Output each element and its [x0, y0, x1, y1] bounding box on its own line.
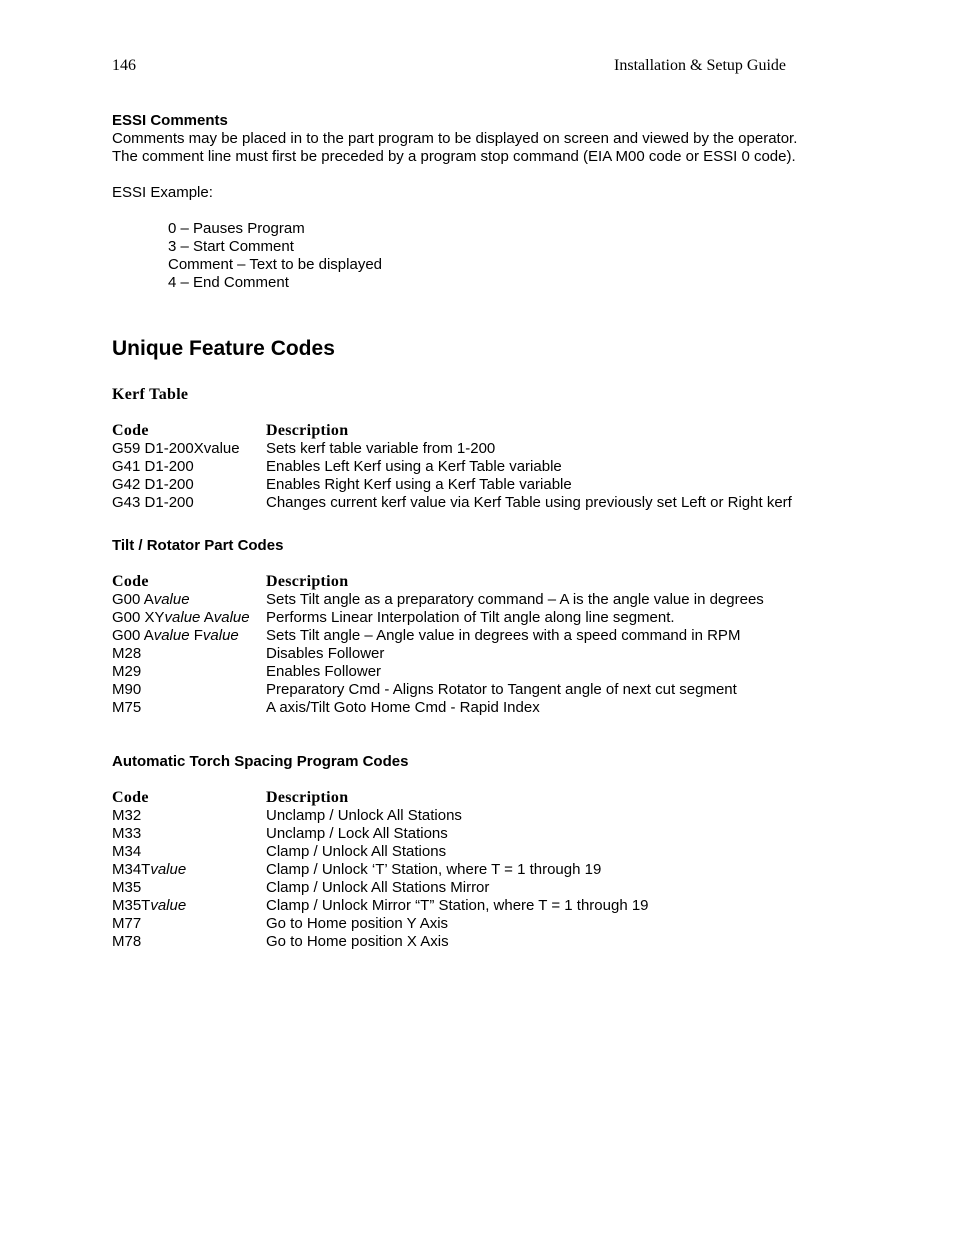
description-cell: Sets kerf table variable from 1-200: [266, 440, 496, 457]
kerf-table: [112, 422, 796, 512]
running-title: Installation & Setup Guide: [614, 57, 786, 74]
description-column-header: Description: [266, 573, 349, 590]
essi-example-label: ESSI Example:: [112, 184, 213, 201]
description-cell: Clamp / Unlock All Stations Mirror: [266, 879, 490, 896]
description-cell: Enables Left Kerf using a Kerf Table variable: [266, 458, 562, 475]
code-column-header: Code: [112, 422, 149, 439]
description-cell: Clamp / Unlock All Stations: [266, 843, 447, 860]
table-row: [112, 915, 796, 933]
description-cell: Sets Tilt angle – Angle value in degrees with a speed command in RPM: [266, 627, 741, 644]
essi-example-line: 0 – Pauses Program: [168, 220, 305, 237]
essi-example-line: 3 – Start Comment: [168, 238, 294, 255]
description-cell: Sets Tilt angle as a preparatory command – A is the angle value in degrees: [266, 591, 764, 608]
page-content: [112, 112, 802, 951]
table-header-row: [112, 789, 796, 807]
description-cell: Clamp / Unlock Mirror “T” Station, where T = 1 through 19: [266, 897, 649, 914]
code-cell: G59 D1-200Xvalue: [112, 440, 240, 457]
code-cell: M77: [112, 915, 142, 932]
code-column-header: Code: [112, 573, 149, 590]
code-cell: M34Tvalue: [112, 861, 187, 878]
table-row: [112, 843, 796, 861]
tilt-rotator-table: [112, 573, 796, 717]
description-cell: Unclamp / Lock All Stations: [266, 825, 448, 842]
table-row: [112, 825, 796, 843]
code-cell: G00 Avalue: [112, 591, 190, 608]
code-cell: G42 D1-200: [112, 476, 194, 493]
table-row: [112, 699, 796, 717]
code-column-header: Code: [112, 789, 149, 806]
code-cell: M33: [112, 825, 142, 842]
description-cell: Preparatory Cmd - Aligns Rotator to Tangent angle of next cut segment: [266, 681, 737, 698]
table-row: [112, 897, 796, 915]
table-row: [112, 807, 796, 825]
table-row: [112, 494, 796, 512]
tilt-rotator-heading: Tilt / Rotator Part Codes: [112, 537, 284, 554]
table-row: [112, 440, 796, 458]
code-cell: M78: [112, 933, 142, 950]
table-row: [112, 609, 796, 627]
torch-spacing-heading: Automatic Torch Spacing Program Codes: [112, 753, 409, 770]
description-cell: Go to Home position X Axis: [266, 933, 449, 950]
essi-comments-paragraph: Comments may be placed in to the part program to be displayed on screen and viewed by the operator. The comment line must first be preceded by a program stop command (EIA M00 code or ESSI 0 code).: [112, 130, 798, 165]
essi-example-line: 4 – End Comment: [168, 274, 289, 291]
code-cell: G00 Avalue Fvalue: [112, 627, 239, 644]
description-column-header: Description: [266, 789, 349, 806]
table-row: [112, 933, 796, 951]
code-cell: M28: [112, 645, 142, 662]
table-row: [112, 591, 796, 609]
code-cell: M34: [112, 843, 142, 860]
code-cell: G00 XYvalue Avalue: [112, 609, 250, 626]
torch-spacing-table: [112, 789, 796, 951]
table-row: [112, 663, 796, 681]
code-cell: M35: [112, 879, 142, 896]
description-cell: Go to Home position Y Axis: [266, 915, 449, 932]
table-row: [112, 458, 796, 476]
page-number: 146: [112, 57, 136, 74]
description-cell: Disables Follower: [266, 645, 385, 662]
table-header-row: [112, 573, 796, 591]
table-row: [112, 645, 796, 663]
description-cell: Unclamp / Unlock All Stations: [266, 807, 462, 824]
essi-comments-heading: ESSI Comments: [112, 112, 228, 129]
code-cell: M32: [112, 807, 142, 824]
code-cell: M90: [112, 681, 142, 698]
essi-example-line: Comment – Text to be displayed: [168, 256, 383, 273]
table-row: [112, 476, 796, 494]
description-cell: Enables Follower: [266, 663, 382, 680]
description-cell: A axis/Tilt Goto Home Cmd - Rapid Index: [266, 699, 540, 716]
code-cell: G43 D1-200: [112, 494, 194, 511]
description-cell: Performs Linear Interpolation of Tilt angle along line segment.: [266, 609, 675, 626]
kerf-table-heading: Kerf Table: [112, 386, 189, 403]
unique-feature-codes-title: Unique Feature Codes: [112, 337, 335, 360]
code-cell: M29: [112, 663, 142, 680]
code-cell: M75: [112, 699, 142, 716]
table-row: [112, 861, 796, 879]
description-cell: Enables Right Kerf using a Kerf Table variable: [266, 476, 572, 493]
table-header-row: [112, 422, 796, 440]
description-cell: Changes current kerf value via Kerf Table using previously set Left or Right kerf: [266, 494, 792, 511]
code-cell: G41 D1-200: [112, 458, 194, 475]
code-cell: M35Tvalue: [112, 897, 187, 914]
table-row: [112, 627, 796, 645]
table-row: [112, 681, 796, 699]
description-column-header: Description: [266, 422, 349, 439]
description-cell: Clamp / Unlock ‘T’ Station, where T = 1 through 19: [266, 861, 602, 878]
essi-example-list: [112, 220, 802, 292]
table-row: [112, 879, 796, 897]
